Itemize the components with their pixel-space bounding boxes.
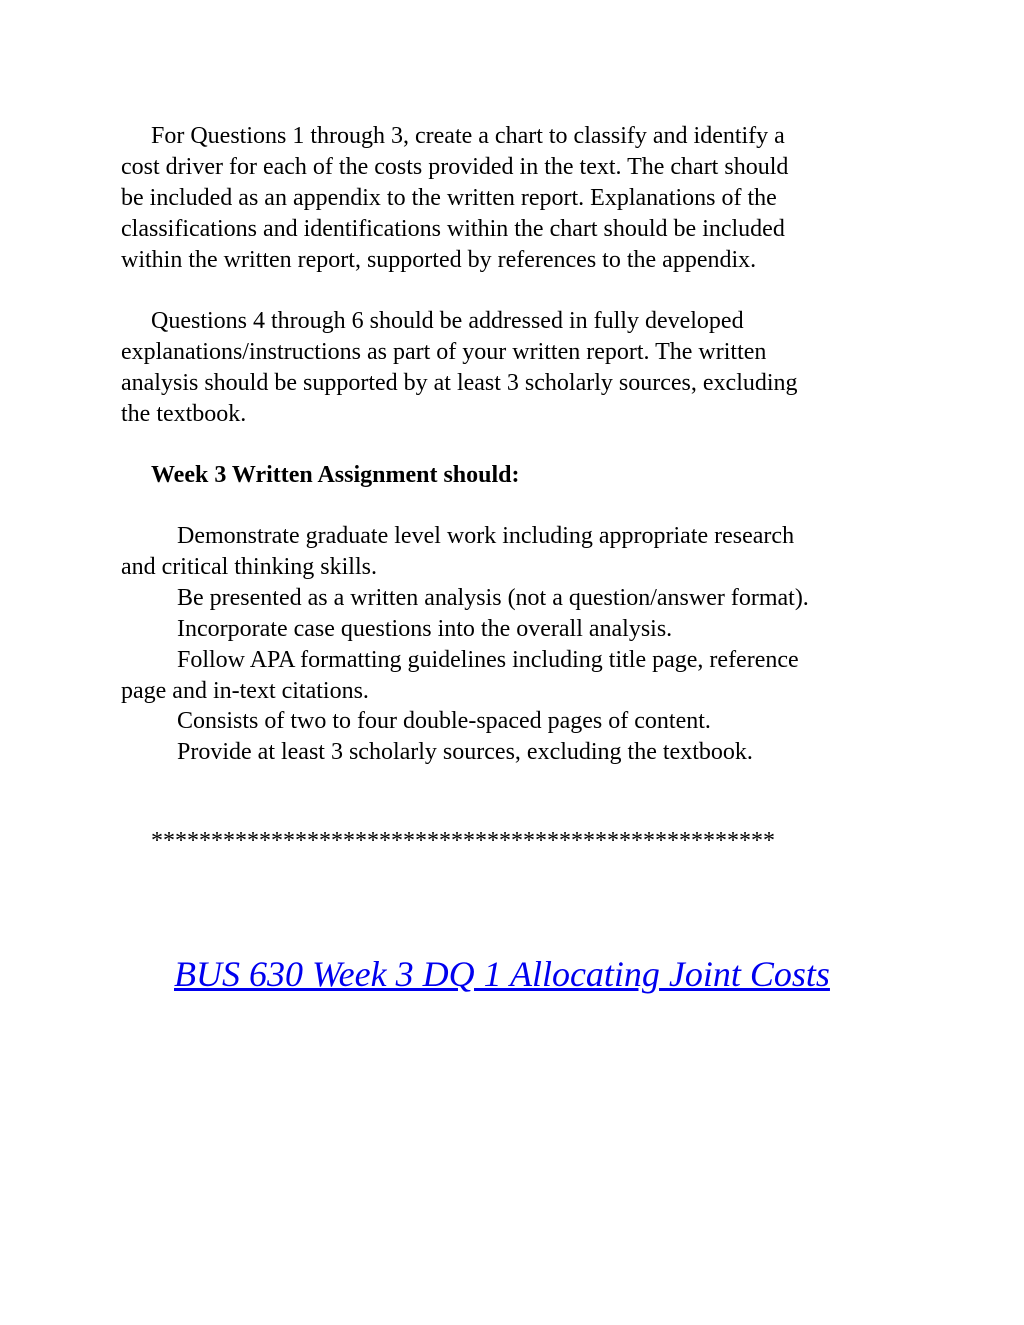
paragraph-line: explanations/instructions as part of your written report. The written <box>121 339 767 365</box>
paragraph-line: Questions 4 through 6 should be addressed in fully developed <box>151 308 744 334</box>
requirement-line: Be presented as a written analysis (not a question/answer format). <box>177 585 809 611</box>
requirement-line: page and in-text citations. <box>121 678 369 704</box>
asterisk-separator: **************************************************** <box>151 828 775 854</box>
requirement-line: Consists of two to four double-spaced pages of content. <box>177 708 711 734</box>
paragraph-line: classifications and identifications within the chart should be included <box>121 216 785 242</box>
requirement-line: Demonstrate graduate level work including appropriate research <box>177 523 795 549</box>
paragraph-line: the textbook. <box>121 401 247 427</box>
paragraph-line: For Questions 1 through 3, create a chart to classify and identify a <box>151 123 785 149</box>
requirement-line: and critical thinking skills. <box>121 554 377 580</box>
requirements-heading: Week 3 Written Assignment should: <box>151 462 520 488</box>
paragraph-line: within the written report, supported by references to the appendix. <box>121 247 757 273</box>
paragraph-line: cost driver for each of the costs provided in the text. The chart should <box>121 154 789 180</box>
requirement-line: Follow APA formatting guidelines including title page, reference <box>177 647 799 673</box>
requirement-line: Incorporate case questions into the overall analysis. <box>177 616 673 642</box>
paragraph-line: analysis should be supported by at least 3 scholarly sources, excluding <box>121 370 798 396</box>
requirement-line: Provide at least 3 scholarly sources, excluding the textbook. <box>177 739 753 765</box>
bus630-dq1-link[interactable]: BUS 630 Week 3 DQ 1 Allocating Joint Costs <box>174 954 830 994</box>
paragraph-line: be included as an appendix to the written report. Explanations of the <box>121 185 777 211</box>
